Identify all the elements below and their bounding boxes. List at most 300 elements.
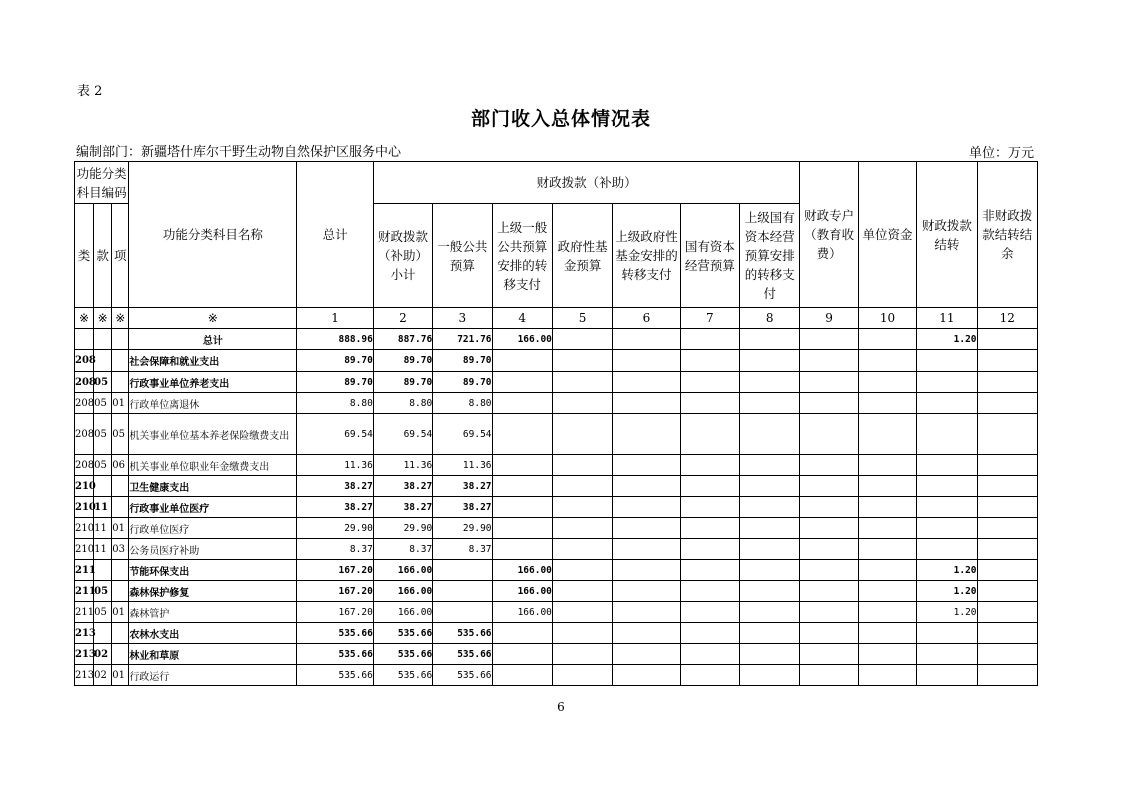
value-c2: 535.66: [373, 623, 432, 644]
value-c5: [552, 665, 612, 686]
value-c2: 11.36: [373, 455, 432, 476]
value-c8: [740, 665, 800, 686]
value-c1: 167.20: [297, 581, 373, 602]
value-c6: [613, 623, 680, 644]
header-total: 总计: [297, 162, 373, 308]
value-c11: [917, 476, 977, 497]
value-c2: 38.27: [373, 497, 432, 518]
code-lei: 210: [75, 539, 94, 560]
value-c1: 888.96: [297, 329, 373, 350]
value-c4: 166.00: [492, 602, 552, 623]
value-c11: 1.20: [917, 329, 977, 350]
code-xiang: 06: [112, 455, 129, 476]
table-row: [75, 644, 1038, 665]
value-c1: 8.80: [297, 393, 373, 414]
value-c12: [977, 476, 1037, 497]
value-c5: [552, 518, 612, 539]
value-c9: [800, 518, 858, 539]
value-c3: 535.66: [433, 665, 492, 686]
value-c9: [800, 455, 858, 476]
value-c5: [552, 581, 612, 602]
value-c8: [740, 518, 800, 539]
value-c7: [680, 372, 739, 393]
value-c8: [740, 623, 800, 644]
value-c7: [680, 455, 739, 476]
value-c2: 8.80: [373, 393, 432, 414]
code-lei: 211: [75, 581, 94, 602]
value-c9: [800, 372, 858, 393]
code-lei: 208: [75, 372, 94, 393]
code-xiang: [112, 476, 129, 497]
col-number: 6: [613, 308, 680, 329]
item-name: 卫生健康支出: [129, 476, 297, 497]
value-c5: [552, 623, 612, 644]
value-c10: [858, 372, 916, 393]
value-c12: [977, 350, 1037, 372]
value-c3: 11.36: [433, 455, 492, 476]
value-c12: [977, 329, 1037, 350]
header-c9: 财政专户（教育收费）: [800, 162, 858, 308]
item-name: 农林水支出: [129, 623, 297, 644]
value-c12: [977, 539, 1037, 560]
code-kuan: 11: [94, 497, 112, 518]
code-xiang: 01: [112, 665, 129, 686]
table-row: [75, 476, 1038, 497]
value-c7: [680, 665, 739, 686]
value-c7: [680, 539, 739, 560]
value-c11: [917, 372, 977, 393]
code-xiang: 05: [112, 414, 129, 455]
value-c4: [492, 539, 552, 560]
header-c12: 非财政拨款结转结余: [977, 162, 1037, 308]
value-c2: 69.54: [373, 414, 432, 455]
header-c8: 上级国有资本经营预算安排的转移支付: [740, 204, 800, 308]
value-c10: [858, 414, 916, 455]
value-c9: [800, 414, 858, 455]
value-c9: [800, 602, 858, 623]
value-c11: [917, 455, 977, 476]
value-c4: [492, 393, 552, 414]
value-c9: [800, 497, 858, 518]
code-kuan: 05: [94, 602, 112, 623]
value-c3: [433, 560, 492, 581]
item-name: 公务员医疗补助: [129, 539, 297, 560]
value-c4: [492, 476, 552, 497]
value-c10: [858, 393, 916, 414]
table-row: [75, 350, 1038, 372]
value-c2: 535.66: [373, 644, 432, 665]
code-kuan: [94, 623, 112, 644]
code-xiang: [112, 644, 129, 665]
value-c2: 535.66: [373, 665, 432, 686]
item-name: 社会保障和就业支出: [129, 350, 297, 372]
code-lei: 211: [75, 560, 94, 581]
col-number: ※: [94, 308, 112, 329]
value-c2: 89.70: [373, 372, 432, 393]
value-c6: [613, 644, 680, 665]
code-kuan: 05: [94, 581, 112, 602]
code-lei: 208: [75, 414, 94, 455]
header-fiscal-group: 财政拨款（补助）: [373, 162, 800, 204]
value-c4: 166.00: [492, 560, 552, 581]
value-c9: [800, 329, 858, 350]
value-c5: [552, 476, 612, 497]
value-c11: [917, 414, 977, 455]
code-xiang: 01: [112, 393, 129, 414]
table-number: 表 2: [77, 84, 103, 99]
currency-unit: 单位：万元: [968, 146, 1034, 161]
table-body: [75, 329, 1038, 686]
value-c4: [492, 665, 552, 686]
code-kuan: [94, 476, 112, 497]
header-c5: 政府性基金预算: [552, 204, 612, 308]
code-lei: 211: [75, 602, 94, 623]
table-row: [75, 539, 1038, 560]
value-c1: 8.37: [297, 539, 373, 560]
value-c9: [800, 644, 858, 665]
header-c7: 国有资本经营预算: [680, 204, 739, 308]
item-name: 森林管护: [129, 602, 297, 623]
value-c4: 166.00: [492, 329, 552, 350]
value-c3: 8.37: [433, 539, 492, 560]
value-c10: [858, 644, 916, 665]
value-c10: [858, 350, 916, 372]
value-c10: [858, 497, 916, 518]
value-c8: [740, 644, 800, 665]
value-c2: 29.90: [373, 518, 432, 539]
value-c7: [680, 393, 739, 414]
table-row: [75, 581, 1038, 602]
value-c1: 535.66: [297, 623, 373, 644]
value-c11: [917, 539, 977, 560]
col-number: 4: [492, 308, 552, 329]
table-row: [75, 518, 1038, 539]
value-c1: 89.70: [297, 372, 373, 393]
value-c3: 38.27: [433, 497, 492, 518]
code-lei: 210: [75, 518, 94, 539]
value-c1: 29.90: [297, 518, 373, 539]
header-c4: 上级一般公共预算安排的转移支付: [492, 204, 552, 308]
value-c5: [552, 350, 612, 372]
value-c5: [552, 560, 612, 581]
income-summary-table: [74, 161, 1038, 686]
value-c8: [740, 476, 800, 497]
value-c3: 721.76: [433, 329, 492, 350]
code-xiang: [112, 372, 129, 393]
header-kuan: 款: [94, 204, 112, 308]
value-c2: 887.76: [373, 329, 432, 350]
header-c6: 上级政府性基金安排的转移支付: [613, 204, 680, 308]
col-number: 2: [373, 308, 432, 329]
value-c11: [917, 393, 977, 414]
code-xiang: 01: [112, 602, 129, 623]
code-kuan: 11: [94, 518, 112, 539]
value-c4: [492, 497, 552, 518]
col-number: ※: [112, 308, 129, 329]
value-c9: [800, 539, 858, 560]
value-c11: [917, 623, 977, 644]
value-c9: [800, 581, 858, 602]
value-c1: 38.27: [297, 497, 373, 518]
value-c11: [917, 665, 977, 686]
header-c2: 财政拨款（补助）小计: [373, 204, 432, 308]
value-c10: [858, 560, 916, 581]
value-c2: 166.00: [373, 560, 432, 581]
column-number-row: [75, 308, 1038, 329]
table-row: [75, 623, 1038, 644]
value-c2: 89.70: [373, 350, 432, 372]
col-number: ※: [75, 308, 94, 329]
value-c6: [613, 350, 680, 372]
code-lei: 208: [75, 455, 94, 476]
value-c3: 69.54: [433, 414, 492, 455]
value-c6: [613, 497, 680, 518]
header-name: 功能分类科目名称: [129, 162, 297, 308]
page-number: 6: [557, 700, 565, 714]
code-kuan: 05: [94, 372, 112, 393]
value-c10: [858, 539, 916, 560]
col-number: 10: [858, 308, 916, 329]
value-c1: 69.54: [297, 414, 373, 455]
total-row: [75, 329, 1038, 350]
code-kuan: 02: [94, 665, 112, 686]
header-c3: 一般公共预算: [433, 204, 492, 308]
value-c8: [740, 350, 800, 372]
code-lei: 208: [75, 393, 94, 414]
value-c12: [977, 665, 1037, 686]
value-c7: [680, 497, 739, 518]
value-c11: [917, 644, 977, 665]
value-c8: [740, 414, 800, 455]
value-c4: [492, 414, 552, 455]
value-c12: [977, 581, 1037, 602]
table-row: [75, 372, 1038, 393]
value-c5: [552, 329, 612, 350]
header-c10: 单位资金: [858, 162, 916, 308]
value-c11: [917, 497, 977, 518]
item-name: 林业和草原: [129, 644, 297, 665]
value-c9: [800, 350, 858, 372]
value-c5: [552, 497, 612, 518]
value-c10: [858, 329, 916, 350]
value-c2: 8.37: [373, 539, 432, 560]
code-xiang: [112, 581, 129, 602]
value-c4: [492, 372, 552, 393]
table-row: [75, 414, 1038, 455]
value-c7: [680, 518, 739, 539]
header-lei: 类: [75, 204, 94, 308]
value-c3: 535.66: [433, 644, 492, 665]
value-c8: [740, 581, 800, 602]
value-c7: [680, 476, 739, 497]
col-number: 9: [800, 308, 858, 329]
code-xiang: [112, 497, 129, 518]
value-c2: 38.27: [373, 476, 432, 497]
value-c6: [613, 539, 680, 560]
table-row: [75, 497, 1038, 518]
value-c2: 166.00: [373, 602, 432, 623]
col-number: 1: [297, 308, 373, 329]
value-c3: 8.80: [433, 393, 492, 414]
value-c9: [800, 393, 858, 414]
value-c5: [552, 644, 612, 665]
col-number: 7: [680, 308, 739, 329]
value-c12: [977, 455, 1037, 476]
value-c3: 89.70: [433, 372, 492, 393]
code-kuan: 05: [94, 414, 112, 455]
value-c12: [977, 602, 1037, 623]
value-c12: [977, 372, 1037, 393]
value-c6: [613, 414, 680, 455]
value-c1: 535.66: [297, 665, 373, 686]
value-c5: [552, 414, 612, 455]
code-xiang: [112, 329, 129, 350]
code-lei: 208: [75, 350, 94, 372]
value-c8: [740, 372, 800, 393]
value-c12: [977, 518, 1037, 539]
col-number: ※: [129, 308, 297, 329]
compiling-department: 编制部门：新疆塔什库尔干野生动物自然保护区服务中心: [76, 145, 402, 160]
code-kuan: [94, 560, 112, 581]
value-c3: 38.27: [433, 476, 492, 497]
value-c7: [680, 329, 739, 350]
code-lei: 213: [75, 623, 94, 644]
code-kuan: 02: [94, 644, 112, 665]
value-c10: [858, 455, 916, 476]
value-c9: [800, 476, 858, 497]
header-c11: 财政拨款结转: [917, 162, 977, 308]
value-c7: [680, 602, 739, 623]
value-c7: [680, 623, 739, 644]
table-row: [75, 602, 1038, 623]
value-c4: [492, 455, 552, 476]
item-name: 机关事业单位基本养老保险缴费支出: [129, 414, 297, 455]
code-kuan: [94, 350, 112, 372]
value-c7: [680, 350, 739, 372]
value-c7: [680, 581, 739, 602]
header-code-group: 功能分类科目编码: [75, 162, 129, 204]
value-c5: [552, 455, 612, 476]
value-c1: 167.20: [297, 602, 373, 623]
value-c11: 1.20: [917, 560, 977, 581]
value-c12: [977, 560, 1037, 581]
value-c11: [917, 518, 977, 539]
code-lei: 213: [75, 665, 94, 686]
value-c8: [740, 539, 800, 560]
value-c6: [613, 455, 680, 476]
value-c3: [433, 581, 492, 602]
value-c6: [613, 602, 680, 623]
value-c10: [858, 518, 916, 539]
value-c10: [858, 581, 916, 602]
value-c8: [740, 455, 800, 476]
value-c7: [680, 644, 739, 665]
value-c4: 166.00: [492, 581, 552, 602]
value-c8: [740, 393, 800, 414]
value-c4: [492, 518, 552, 539]
value-c4: [492, 623, 552, 644]
value-c3: 535.66: [433, 623, 492, 644]
value-c6: [613, 665, 680, 686]
code-xiang: [112, 350, 129, 372]
value-c5: [552, 393, 612, 414]
value-c1: 167.20: [297, 560, 373, 581]
table-row: [75, 393, 1038, 414]
col-number: 11: [917, 308, 977, 329]
value-c1: 535.66: [297, 644, 373, 665]
code-kuan: 05: [94, 393, 112, 414]
code-xiang: [112, 623, 129, 644]
value-c6: [613, 329, 680, 350]
value-c9: [800, 665, 858, 686]
value-c6: [613, 393, 680, 414]
code-kuan: 05: [94, 455, 112, 476]
item-name: 行政单位医疗: [129, 518, 297, 539]
value-c8: [740, 497, 800, 518]
item-name: 节能环保支出: [129, 560, 297, 581]
code-xiang: 03: [112, 539, 129, 560]
value-c12: [977, 393, 1037, 414]
value-c2: 166.00: [373, 581, 432, 602]
item-name: 总计: [129, 329, 297, 350]
item-name: 行政单位离退休: [129, 393, 297, 414]
code-lei: 210: [75, 476, 94, 497]
code-lei: 213: [75, 644, 94, 665]
item-name: 行政事业单位养老支出: [129, 372, 297, 393]
col-number: 8: [740, 308, 800, 329]
value-c3: 89.70: [433, 350, 492, 372]
value-c10: [858, 602, 916, 623]
item-name: 行政事业单位医疗: [129, 497, 297, 518]
code-lei: 210: [75, 497, 94, 518]
value-c1: 89.70: [297, 350, 373, 372]
page-title: 部门收入总体情况表: [470, 108, 651, 130]
value-c8: [740, 560, 800, 581]
col-number: 3: [433, 308, 492, 329]
code-xiang: 01: [112, 518, 129, 539]
value-c11: 1.20: [917, 581, 977, 602]
col-number: 5: [552, 308, 612, 329]
value-c5: [552, 372, 612, 393]
value-c3: 29.90: [433, 518, 492, 539]
table-row: [75, 455, 1038, 476]
item-name: 机关事业单位职业年金缴费支出: [129, 455, 297, 476]
value-c9: [800, 623, 858, 644]
code-lei: [75, 329, 94, 350]
table-row: [75, 665, 1038, 686]
code-kuan: [94, 329, 112, 350]
value-c6: [613, 476, 680, 497]
value-c10: [858, 665, 916, 686]
col-number: 12: [977, 308, 1037, 329]
value-c6: [613, 518, 680, 539]
value-c11: [917, 350, 977, 372]
value-c12: [977, 623, 1037, 644]
item-name: 行政运行: [129, 665, 297, 686]
value-c4: [492, 644, 552, 665]
code-kuan: 11: [94, 539, 112, 560]
value-c12: [977, 497, 1037, 518]
value-c12: [977, 414, 1037, 455]
value-c10: [858, 623, 916, 644]
value-c4: [492, 350, 552, 372]
value-c5: [552, 602, 612, 623]
value-c10: [858, 476, 916, 497]
code-xiang: [112, 560, 129, 581]
value-c11: 1.20: [917, 602, 977, 623]
value-c5: [552, 539, 612, 560]
value-c7: [680, 414, 739, 455]
